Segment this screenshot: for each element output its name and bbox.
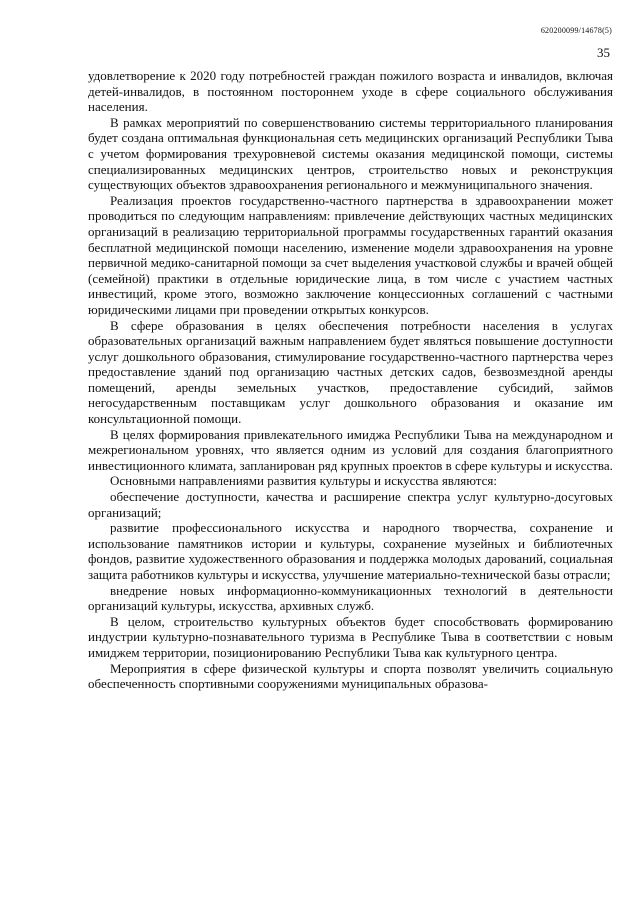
- document-code: 620200099/14678(5): [540, 26, 612, 35]
- list-item-it-technologies: внедрение новых информационно-коммуникационных технологий в деятельности организаций культуры, искусства, архивных служб.: [88, 582, 613, 614]
- paragraph-tourism: В целом, строительство культурных объектов будет способствовать формированию индустрии культурно-познавательного туризма в Республике Тыва в соответствии с новым имиджем территории, позиционированию Республики Тыва как культурного центра.: [88, 613, 613, 660]
- page-number: 35: [597, 45, 610, 60]
- paragraph-territorial-planning: В рамках мероприятий по совершенствованию системы территориального планирования будет создана оптимальная функциональная сеть медицинских организаций Республики Тыва с учетом формирования трехуровневой системы оказания медицинской помощи, системы специализированных медицинских центров, строительство новых и реконструкция существующих объектов здравоохранения регионального и межмуниципального значения.: [88, 114, 613, 193]
- body-text: [88, 68, 613, 692]
- paragraph-image: В целях формирования привлекательного имиджа Республики Тыва на международном и межрегиональном уровнях, что является одним из условий для создания благоприятного инвестиционного климата, запланирован ряд крупных проектов в сфере культуры и искусства.: [88, 426, 613, 473]
- paragraph-ppp-healthcare: Реализация проектов государственно-частного партнерства в здравоохранении может проводиться по следующим направлениям: привлечение действующих частных медицинских организаций в реализацию территориальной программы государственных гарантий оказания бесплатной медицинской помощи населению, изменение модели здравоохранения на уровне первичной медико-санитарной помощи за счет выделения участковой службы и врачей общей (семейной) практики в отдельные юридические лица, в том числе с участием частных инвестиций, кроме этого, возможно заключение концессионных соглашений с частными юридическими лицами при проведении открытых конкурсов.: [88, 192, 613, 317]
- paragraph-sports: Мероприятия в сфере физической культуры и спорта позволят увеличить социальную обеспеченность спортивными сооружениями муниципальных образова-: [88, 660, 613, 692]
- paragraph-education: В сфере образования в целях обеспечения потребности населения в услугах образовательных организаций важным направлением будет являться повышение доступности услуг дошкольного образования, стимулирование государственно-частного партнерства через предоставление зданий под организацию частных детских садов, безвозмездной аренды помещений, аренды земельных участков, предоставление субсидий, займов негосударственным поставщикам услуг дошкольного образования и оказание им консультационной помощи.: [88, 317, 613, 427]
- paragraph-culture-directions: Основными направлениями развития культуры и искусства являются:: [110, 473, 497, 489]
- paragraph-continuation: удовлетворение к 2020 году потребностей граждан пожилого возраста и инвалидов, включая детей-инвалидов, в постоянном постороннем уходе в сфере социального обслуживания населения.: [88, 68, 613, 115]
- list-item-accessibility: обеспечение доступности, качества и расширение спектра услуг культурно-досуговых организаций;: [88, 489, 613, 520]
- list-item-professional-art: развитие профессионального искусства и народного творчества, сохранение и использование памятников истории и культуры, сохранение музейных и библиотечных фондов, развитие художественного образования и поддержка молодых дарований, социальная защита работников культуры и искусства, улучшение материально-технической базы отрасли;: [88, 520, 613, 582]
